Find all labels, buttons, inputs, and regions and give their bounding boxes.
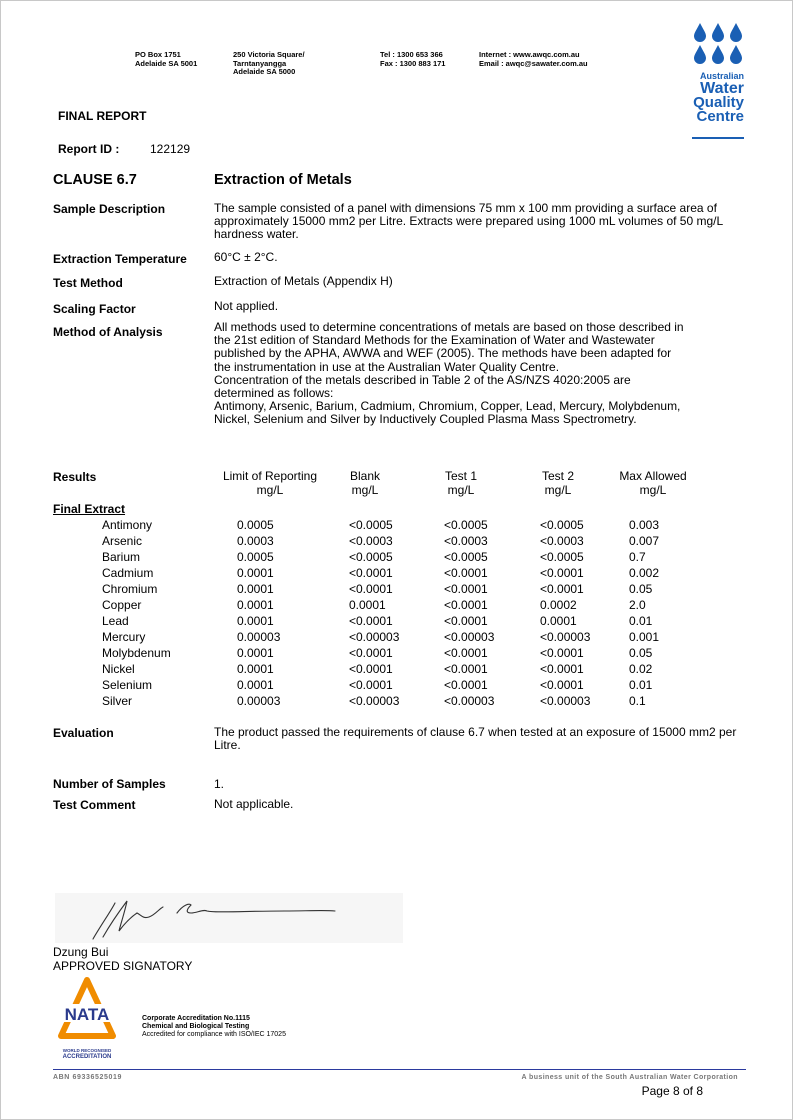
water-drops-icon bbox=[692, 22, 744, 66]
limit-of-reporting-cell: 0.0001 bbox=[237, 678, 274, 692]
test-2-cell: <0.0005 bbox=[540, 550, 584, 564]
extraction-temperature-label: Extraction Temperature bbox=[53, 252, 187, 266]
header-phone: Tel : 1300 653 366 Fax : 1300 883 171 bbox=[380, 50, 446, 68]
sample-description-value: The sample consisted of a panel with dimensions 75 mm x 100 mm providing a surface area of approximately 15000 mm2 per Litre. Extracts were prepared using 1000 mL volumes of 50 mg/L hardness water. bbox=[214, 201, 723, 242]
blank-cell: <0.0001 bbox=[349, 566, 393, 580]
blank-cell: <0.00003 bbox=[349, 630, 400, 644]
column-header-limit-of-reporting: Limit of Reporting mg/L bbox=[222, 469, 318, 497]
test-2-cell: <0.0001 bbox=[540, 582, 584, 596]
test-2-cell: <0.0003 bbox=[540, 534, 584, 548]
report-id-label: Report ID : bbox=[58, 142, 120, 156]
clause-title: Extraction of Metals bbox=[214, 172, 352, 188]
table-row bbox=[0, 597, 793, 613]
blank-cell: <0.0001 bbox=[349, 614, 393, 628]
signature-image bbox=[55, 893, 403, 943]
awqc-logo bbox=[692, 22, 744, 142]
test-1-cell: <0.00003 bbox=[444, 630, 495, 644]
limit-of-reporting-cell: 0.0001 bbox=[237, 598, 274, 612]
max-allowed-cell: 0.01 bbox=[629, 614, 653, 628]
table-row bbox=[0, 581, 793, 597]
table-row bbox=[0, 517, 793, 533]
limit-of-reporting-cell: 0.0001 bbox=[237, 662, 274, 676]
extraction-temperature-value: 60°C ± 2°C. bbox=[214, 250, 278, 264]
test-1-cell: <0.0001 bbox=[444, 582, 488, 596]
blank-cell: <0.00003 bbox=[349, 694, 400, 708]
test-2-cell: <0.0005 bbox=[540, 518, 584, 532]
limit-of-reporting-cell: 0.0001 bbox=[237, 646, 274, 660]
metal-name: Arsenic bbox=[102, 534, 143, 548]
nata-logo-text: NATA bbox=[64, 1005, 110, 1024]
page-number: Page 8 of 8 bbox=[641, 1084, 703, 1098]
blank-cell: <0.0001 bbox=[349, 662, 393, 676]
signatory-title: APPROVED SIGNATORY bbox=[53, 959, 193, 973]
blank-cell: <0.0001 bbox=[349, 678, 393, 692]
scaling-factor-value: Not applied. bbox=[214, 299, 279, 313]
test-2-cell: <0.00003 bbox=[540, 694, 591, 708]
metal-name: Mercury bbox=[102, 630, 146, 644]
test-1-cell: <0.0005 bbox=[444, 518, 488, 532]
table-row bbox=[0, 533, 793, 549]
metal-name: Selenium bbox=[102, 678, 153, 692]
max-allowed-cell: 0.02 bbox=[629, 662, 653, 676]
table-row bbox=[0, 565, 793, 581]
max-allowed-cell: 0.002 bbox=[629, 566, 660, 580]
footer-rule bbox=[53, 1069, 746, 1070]
test-1-cell: <0.0001 bbox=[444, 662, 488, 676]
table-row bbox=[0, 613, 793, 629]
test-2-cell: <0.0001 bbox=[540, 566, 584, 580]
blank-cell: <0.0005 bbox=[349, 550, 393, 564]
blank-cell: 0.0001 bbox=[349, 598, 386, 612]
header-po-box: PO Box 1751 Adelaide SA 5001 bbox=[135, 50, 198, 68]
blank-cell: <0.0003 bbox=[349, 534, 393, 548]
test-2-cell: 0.0001 bbox=[540, 614, 577, 628]
limit-of-reporting-cell: 0.00003 bbox=[237, 630, 281, 644]
test-method-label: Test Method bbox=[53, 276, 123, 290]
test-comment-value: Not applicable. bbox=[214, 797, 294, 811]
limit-of-reporting-cell: 0.0005 bbox=[237, 518, 274, 532]
test-2-cell: <0.0001 bbox=[540, 662, 584, 676]
table-row bbox=[0, 677, 793, 693]
limit-of-reporting-cell: 0.0005 bbox=[237, 550, 274, 564]
max-allowed-cell: 0.007 bbox=[629, 534, 660, 548]
logo-text-quality: Quality bbox=[693, 94, 744, 111]
metal-name: Silver bbox=[102, 694, 133, 708]
max-allowed-cell: 0.1 bbox=[629, 694, 646, 708]
test-1-cell: <0.00003 bbox=[444, 694, 495, 708]
footer-abn: ABN 69336525019 bbox=[53, 1074, 122, 1081]
metal-name: Lead bbox=[102, 614, 129, 628]
test-1-cell: <0.0005 bbox=[444, 550, 488, 564]
max-allowed-cell: 0.001 bbox=[629, 630, 660, 644]
column-header-test-1: Test 1 mg/L bbox=[444, 469, 477, 497]
evaluation-value: The product passed the requirements of clause 6.7 when tested at an exposure of 15000 mm2 per Litre. bbox=[214, 725, 737, 753]
metal-name: Copper bbox=[102, 598, 142, 612]
test-1-cell: <0.0001 bbox=[444, 598, 488, 612]
test-1-cell: <0.0001 bbox=[444, 646, 488, 660]
column-header-test-2: Test 2 mg/L bbox=[541, 469, 574, 497]
report-title: FINAL REPORT bbox=[58, 109, 147, 123]
results-label: Results bbox=[53, 470, 97, 484]
column-header-blank: Blank mg/L bbox=[349, 469, 381, 497]
evaluation-label: Evaluation bbox=[53, 726, 114, 740]
number-of-samples-value: 1. bbox=[214, 777, 225, 791]
table-row bbox=[0, 693, 793, 709]
max-allowed-cell: 0.01 bbox=[629, 678, 653, 692]
limit-of-reporting-cell: 0.0001 bbox=[237, 614, 274, 628]
max-allowed-cell: 0.003 bbox=[629, 518, 660, 532]
footer-business-unit: A business unit of the South Australian Water Corporation bbox=[521, 1074, 738, 1081]
max-allowed-cell: 0.7 bbox=[629, 550, 646, 564]
metal-name: Antimony bbox=[102, 518, 153, 532]
method-of-analysis-label: Method of Analysis bbox=[53, 325, 163, 339]
logo-text-australian: Australian bbox=[699, 71, 744, 81]
table-row bbox=[0, 549, 793, 565]
limit-of-reporting-cell: 0.0001 bbox=[237, 582, 274, 596]
test-comment-label: Test Comment bbox=[53, 798, 136, 812]
test-method-value: Extraction of Metals (Appendix H) bbox=[214, 274, 393, 288]
signatory-block bbox=[53, 945, 192, 973]
max-allowed-cell: 2.0 bbox=[629, 598, 646, 612]
max-allowed-cell: 0.05 bbox=[629, 582, 653, 596]
clause-number: CLAUSE 6.7 bbox=[53, 172, 137, 188]
test-1-cell: <0.0001 bbox=[444, 566, 488, 580]
limit-of-reporting-cell: 0.0001 bbox=[237, 566, 274, 580]
report-id-value: 122129 bbox=[150, 142, 191, 156]
metal-name: Molybdenum bbox=[102, 646, 171, 660]
sample-description-label: Sample Description bbox=[53, 202, 166, 216]
test-1-cell: <0.0001 bbox=[444, 614, 488, 628]
test-2-cell: 0.0002 bbox=[540, 598, 577, 612]
blank-cell: <0.0001 bbox=[349, 646, 393, 660]
nata-emblem-icon bbox=[57, 976, 117, 1046]
metal-name: Cadmium bbox=[102, 566, 154, 580]
metal-name: Chromium bbox=[102, 582, 158, 596]
blank-cell: <0.0001 bbox=[349, 582, 393, 596]
logo-underline bbox=[692, 137, 744, 139]
column-header-max-allowed: Max Allowed mg/L bbox=[619, 469, 687, 497]
limit-of-reporting-cell: 0.00003 bbox=[237, 694, 281, 708]
test-1-cell: <0.0003 bbox=[444, 534, 488, 548]
header-street-address: 250 Victoria Square/ Tarntanyangga Adelaide SA 5000 bbox=[233, 50, 305, 76]
limit-of-reporting-cell: 0.0003 bbox=[237, 534, 274, 548]
metal-name: Nickel bbox=[102, 662, 135, 676]
signatory-name: Dzung Bui bbox=[53, 945, 109, 959]
max-allowed-cell: 0.05 bbox=[629, 646, 653, 660]
metal-name: Barium bbox=[102, 550, 141, 564]
method-of-analysis-value: All methods used to determine concentrations of metals are based on those described in the 21st edition of Standard Methods for the Examination of Water and Wastewater published by the APHA, AWWA and WEF (2005). The methods have been adapted for the instrumentation in use at the Australian Water Quality Centre. Concentration of the metals described in Table 2 of the AS/NZS 4020:2005 are determined as follows: Antimony, Arsenic, Barium, Cadmium, Chromium, Copper, Lead, Mercury, Molybdenum, Nickel, Selenium and Silver by Inductively Coupled Plasma Mass Spectrometry. bbox=[214, 320, 684, 427]
table-row bbox=[0, 661, 793, 677]
table-row bbox=[0, 629, 793, 645]
scaling-factor-label: Scaling Factor bbox=[53, 302, 136, 316]
logo-text-centre: Centre bbox=[696, 108, 744, 125]
test-2-cell: <0.00003 bbox=[540, 630, 591, 644]
header-web-email: Internet : www.awqc.com.au Email : awqc@sawater.com.au bbox=[479, 50, 588, 68]
blank-cell: <0.0005 bbox=[349, 518, 393, 532]
test-2-cell: <0.0001 bbox=[540, 646, 584, 660]
nata-accreditation-text: Corporate Accreditation No.1115 Chemical and Biological Testing Accredited for compliance with ISO/IEC 17025 bbox=[142, 1015, 286, 1038]
final-extract-heading: Final Extract bbox=[53, 502, 126, 516]
logo-text-water: Water bbox=[700, 80, 744, 97]
number-of-samples-label: Number of Samples bbox=[53, 777, 166, 791]
nata-logo bbox=[57, 976, 117, 1066]
test-2-cell: <0.0001 bbox=[540, 678, 584, 692]
table-row bbox=[0, 645, 793, 661]
nata-sub-text: WORLD RECOGNISED ACCREDITATION bbox=[62, 1048, 112, 1060]
test-1-cell: <0.0001 bbox=[444, 678, 488, 692]
results-table bbox=[0, 517, 793, 709]
